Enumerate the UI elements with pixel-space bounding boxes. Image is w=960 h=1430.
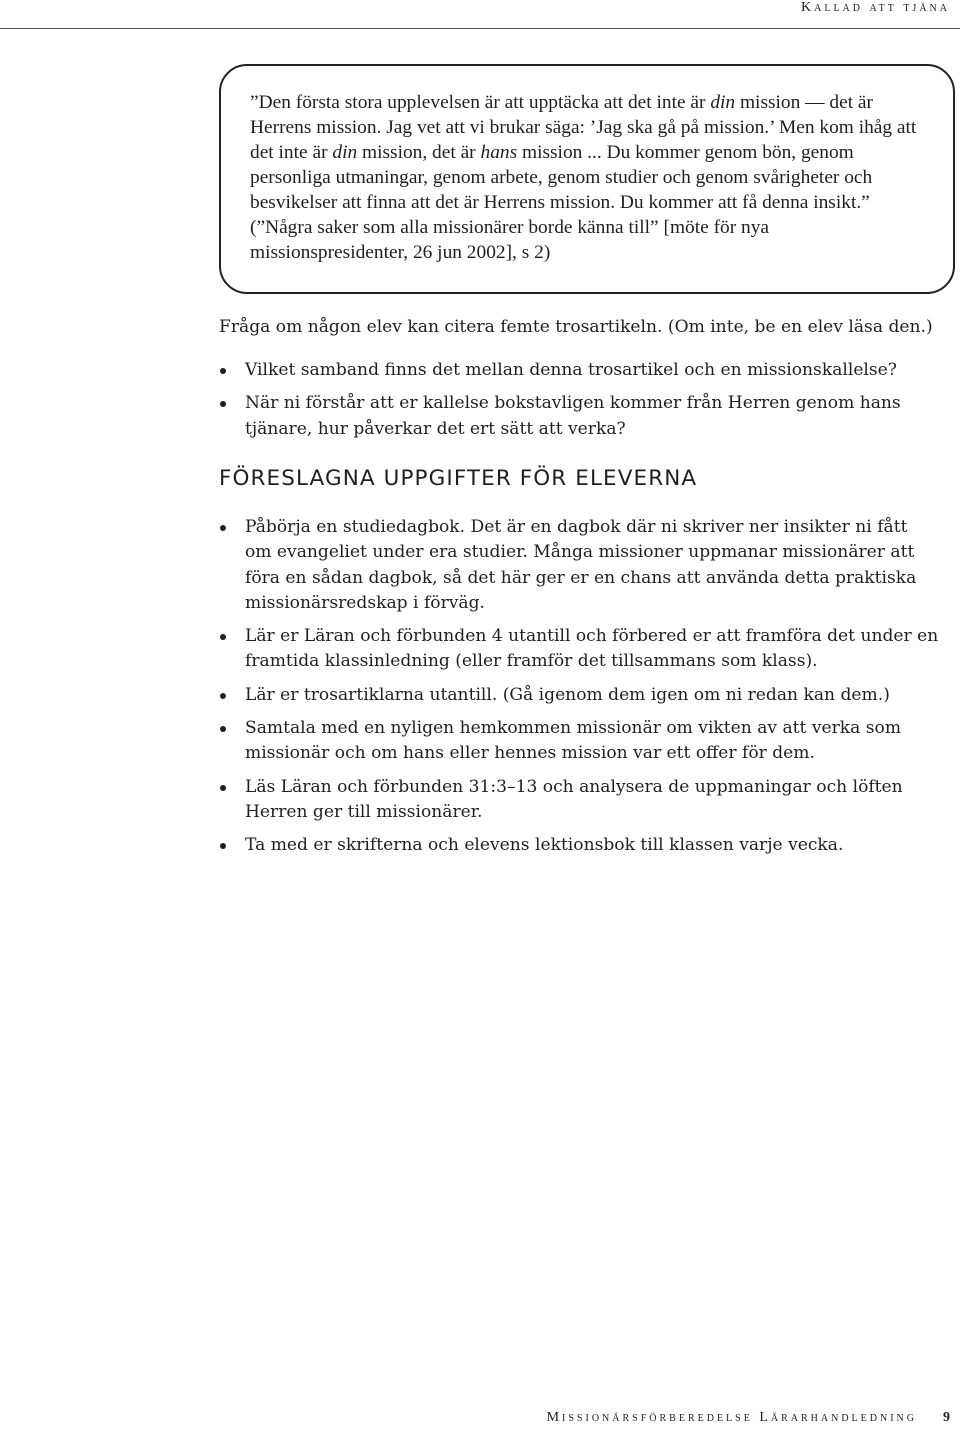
task-item: Samtala med en nyligen hemkommen missionär om vikten av att verka som missionär och om hans eller hennes mission var ett offer för dem.	[219, 716, 939, 767]
quote-segment: mission ... Du kommer genom bön, genom personliga utmaningar, genom arbete, genom studier och genom svårigheter och besvikelser att finna att det är Herrens mission. Du kommer att få denna insikt.” (”Några saker som alla missionärer borde känna till” [möte för nya missionspresidenter, 26 jun 2002], s 2)	[250, 142, 873, 263]
task-item: Ta med er skrifterna och elevens lektionsbok till klassen varje vecka.	[219, 833, 939, 858]
task-item: Läs Läran och förbunden 31:3–13 och analysera de uppmaningar och löften Herren ger till missionärer.	[219, 775, 939, 826]
running-footer	[547, 1410, 950, 1426]
task-list	[219, 515, 939, 867]
running-header-title: Kallad att tjäna	[801, 0, 950, 15]
task-item: Påbörja en studiedagbok. Det är en dagbok där ni skriver ner insikter ni fått om evangeliet under era studier. Många missioner uppmanar missionärer att föra en sådan dagbok, så det här ger er en chans att använda detta praktiska missionärsredskap i förväg.	[219, 515, 939, 616]
section-heading: FÖRESLAGNA UPPGIFTER FÖR ELEVERNA	[219, 466, 698, 491]
question-item: Vilket samband finns det mellan denna trosartikel och en missionskallelse?	[219, 358, 939, 383]
quote-emphasis-hans: hans	[480, 142, 518, 163]
discussion-questions	[219, 358, 939, 450]
quote-text	[250, 90, 920, 265]
quote-segment: ”Den första stora upplevelsen är att upptäcka att det inte är	[250, 92, 711, 113]
footer-title: Missionärsförberedelse Lärarhandledning	[546, 1410, 917, 1425]
task-item: Lär er Läran och förbunden 4 utantill och förbered er att framföra det under en framtida klassinledning (eller framför det tillsammans som klass).	[219, 624, 939, 675]
quote-segment: mission — det är Herrens mission. Jag vet att vi brukar säga: ’Jag ska gå på mission.’ Men kom ihåg att det inte är	[250, 92, 917, 163]
quote-emphasis-din: din	[332, 142, 358, 163]
task-item: Lär er trosartiklarna utantill. (Gå igenom dem igen om ni redan kan dem.)	[219, 683, 939, 708]
question-item: När ni förstår att er kallelse bokstavligen kommer från Herren genom hans tjänare, hur påverkar det ert sätt att verka?	[219, 391, 939, 442]
quote-segment: mission, det är	[357, 142, 481, 163]
quote-emphasis-din: din	[710, 92, 736, 113]
quote-box	[219, 64, 955, 294]
header-rule	[0, 28, 960, 29]
intro-paragraph: Fråga om någon elev kan citera femte trosartikeln. (Om inte, be en elev läsa den.)	[219, 317, 933, 337]
page-number: 9	[943, 1410, 950, 1425]
